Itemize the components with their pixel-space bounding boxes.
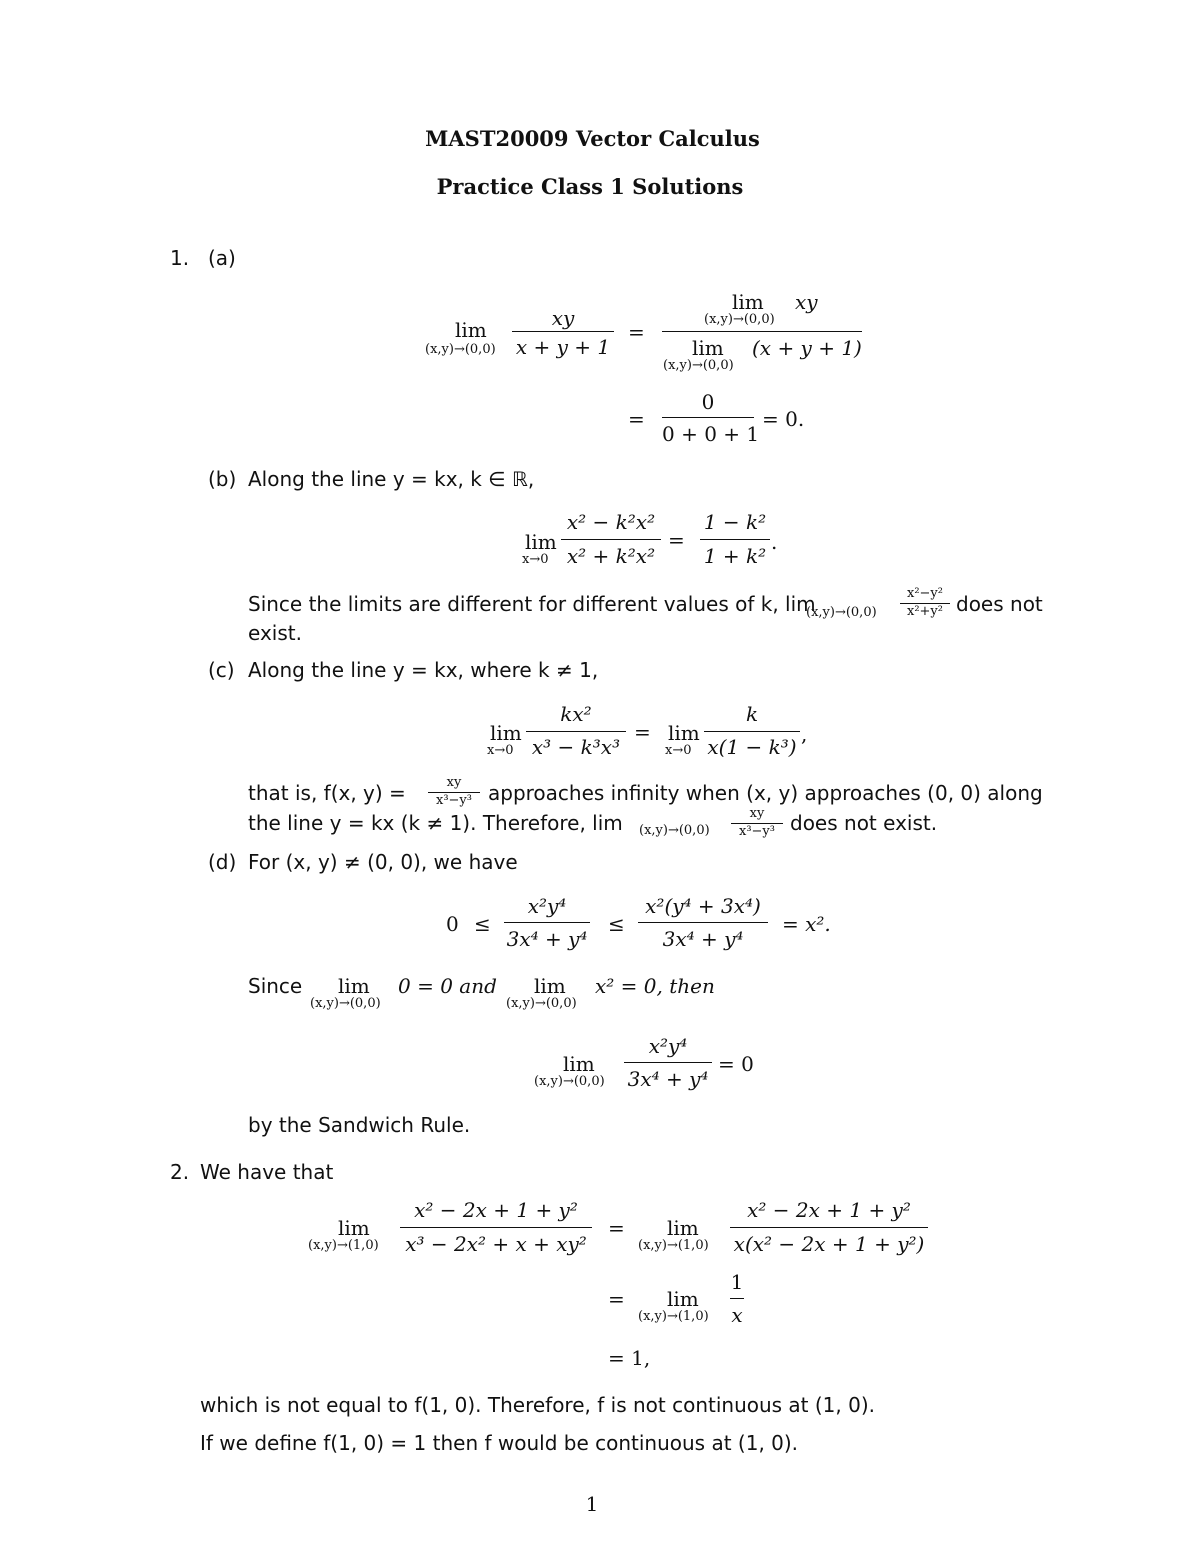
a-second-fraction-bar [662,417,754,418]
part-d-label: (d) [208,850,237,874]
a-rhs-den-lim: lim [692,336,724,360]
b-numerator: x² − k²x² [566,510,656,534]
d-part2: x² = 0, then [595,974,715,998]
c-denominator: x³ − k³x³ [531,735,621,759]
b-lim: lim [525,530,557,554]
c-intro: Along the line y = kx, where k ≠ 1, [248,658,599,682]
d-final-fraction-bar [624,1062,712,1063]
c-fraction-bar [526,731,626,732]
q2-lim-1-sub: (x,y)→(1,0) [308,1238,379,1253]
b-rhs-numerator: 1 − k² [703,510,767,534]
d-since: Since [248,974,303,998]
d-final-equals: = 0 [718,1052,754,1076]
a-lim: lim [455,318,487,342]
a-lim-sub: (x,y)→(0,0) [425,342,496,357]
q2-numerator-1: x² − 2x + 1 + y² [414,1198,578,1222]
q2-lim-3-sub: (x,y)→(1,0) [638,1309,709,1324]
c-lim-sub: x→0 [487,743,514,758]
d-final-lim-sub: (x,y)→(0,0) [534,1074,605,1089]
d-sandwich-text: by the Sandwich Rule. [248,1113,471,1137]
d-result: = x². [782,912,831,936]
q2-numerator-3: 1 [730,1270,744,1294]
b-fraction-bar [561,539,661,540]
c-lim: lim [490,721,522,745]
c-equals: = [634,720,651,744]
a-rhs-fraction-bar [662,331,862,332]
q2-denominator-2: x(x² − 2x + 1 + y²) [733,1232,925,1256]
q2-conclusion-2: If we define f(1, 0) = 1 then f would be continuous at (1, 0). [200,1431,799,1455]
d-numerator-2: x²(y⁴ + 3x⁴) [645,894,761,918]
q2-lim-3: lim [667,1287,699,1311]
b-text-frac-den: x²+y² [907,604,943,619]
question-2-number: 2. [170,1160,190,1184]
d-lim-2: lim [534,974,566,998]
d-numerator-1: x²y⁴ [527,894,567,918]
a-zero-den: 0 + 0 + 1 [662,422,760,446]
document-title: Practice Class 1 Solutions [436,174,744,199]
c-rhs-fraction-bar [704,731,800,732]
q2-denominator-1: x³ − 2x² + x + xy² [405,1232,587,1256]
c-text-frac2-den: x³−y³ [739,824,775,839]
q2-denominator-3: x [731,1303,743,1327]
q2-lim-2: lim [667,1216,699,1240]
question-1-number: 1. [170,246,190,270]
c-text-line2a: the line y = kx (k ≠ 1). Therefore, lim [248,811,623,835]
d-lim-1-sub: (x,y)→(0,0) [310,996,381,1011]
c-text-frac1-num: xy [446,775,462,790]
b-text-sub: (x,y)→(0,0) [806,605,877,620]
d-zero: 0 [446,912,459,936]
a-equals-1: = [628,320,645,344]
c-text-frac2-num: xy [749,806,765,821]
d-intro: For (x, y) ≠ (0, 0), we have [248,850,518,874]
d-denominator-2: 3x⁴ + y⁴ [662,927,744,951]
b-denominator: x² + k²x² [566,544,656,568]
b-text-line1: Since the limits are different for different values of k, lim [248,592,816,616]
a-rhs-num-lim: lim [732,290,764,314]
a-equals-2: = [628,407,645,431]
a-rhs-num-sub: (x,y)→(0,0) [704,312,775,327]
q2-intro: We have that [200,1160,334,1184]
c-text-line2b: does not exist. [790,811,938,835]
c-rhs-denominator: x(1 − k³) [707,735,797,759]
a-zero-num: 0 [701,390,715,414]
c-comma: , [801,722,808,746]
b-text-does-not: does not [956,592,1043,616]
part-a-label: (a) [208,246,236,270]
b-rhs-denominator: 1 + k² [703,544,767,568]
d-denominator-1: 3x⁴ + y⁴ [506,927,588,951]
a-denominator: x + y + 1 [515,335,611,359]
q2-lim-1: lim [338,1216,370,1240]
part-b-label: (b) [208,467,237,491]
b-intro: Along the line y = kx, k ∈ ℝ, [248,467,535,491]
b-text-line2: exist. [248,621,302,645]
q2-lim-2-sub: (x,y)→(1,0) [638,1238,709,1253]
q2-result: = 1, [608,1346,651,1370]
c-text-line1a: that is, f(x, y) = [248,781,406,805]
d-le-2: ≤ [608,912,625,936]
b-equals: = [668,528,685,552]
b-rhs-fraction-bar [700,539,770,540]
q2-fraction-bar-2 [730,1227,928,1228]
d-le-1: ≤ [474,912,491,936]
part-c-label: (c) [208,658,235,682]
c-rhs-lim-sub: x→0 [665,743,692,758]
a-fraction-bar [512,331,614,332]
a-rhs-den-sub: (x,y)→(0,0) [663,358,734,373]
q2-equals-1: = [608,1216,625,1240]
b-lim-sub: x→0 [522,552,549,567]
q2-fraction-bar-3 [730,1298,744,1299]
c-rhs-lim: lim [668,721,700,745]
q2-conclusion-1: which is not equal to f(1, 0). Therefore, f is not continuous at (1, 0). [200,1393,876,1417]
a-rhs-den-expr: (x + y + 1) [752,336,862,360]
c-text-sub: (x,y)→(0,0) [639,823,710,838]
d-final-numerator: x²y⁴ [648,1034,688,1058]
d-lim-1: lim [338,974,370,998]
d-part1: 0 = 0 and [398,974,497,998]
d-final-lim: lim [563,1052,595,1076]
c-rhs-numerator: k [745,702,759,726]
c-numerator: kx² [560,702,592,726]
q2-equals-2: = [608,1287,625,1311]
b-text-frac-num: x²−y² [907,586,943,601]
a-numerator: xy [551,306,575,330]
q2-fraction-bar-1 [400,1227,592,1228]
a-result: = 0. [762,407,805,431]
q2-numerator-2: x² − 2x + 1 + y² [747,1198,911,1222]
d-final-denominator: 3x⁴ + y⁴ [627,1067,709,1091]
c-text-frac1-den: x³−y³ [436,793,472,808]
page-number: 1 [585,1492,599,1516]
d-fraction-bar-2 [638,922,768,923]
c-text-line1b: approaches infinity when (x, y) approaches (0, 0) along [488,781,1043,805]
b-period: . [771,530,778,554]
course-title: MAST20009 Vector Calculus [425,126,760,151]
d-fraction-bar-1 [504,922,590,923]
d-lim-2-sub: (x,y)→(0,0) [506,996,577,1011]
a-rhs-num-xy: xy [795,290,818,314]
